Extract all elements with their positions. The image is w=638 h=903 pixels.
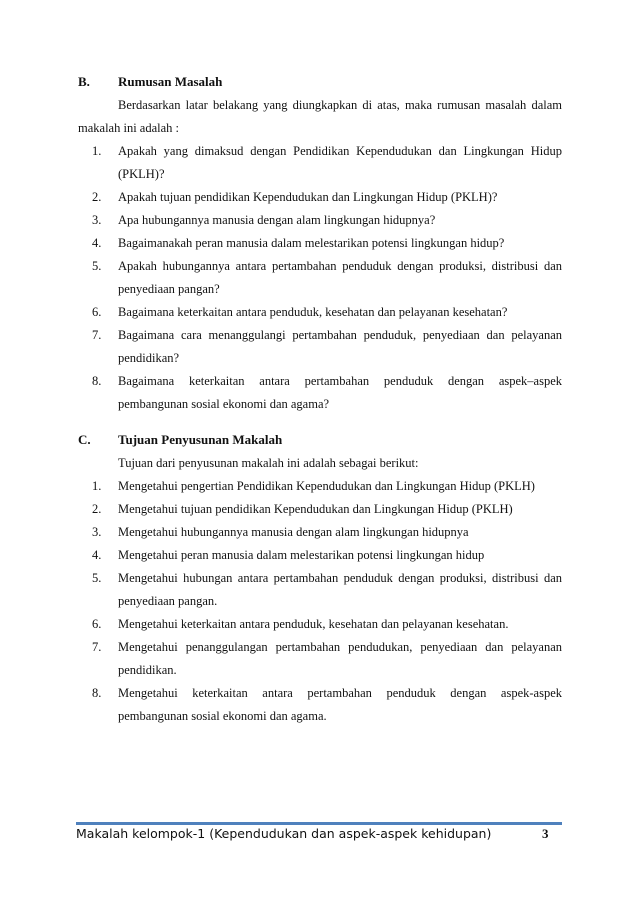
list-item [78, 140, 562, 186]
item-number: 6. [92, 617, 102, 631]
section-title: Tujuan Penyusunan Makalah [118, 432, 283, 447]
list-item [78, 370, 562, 416]
list-item [78, 301, 562, 324]
item-text: Mengetahui keterkaitan antara penduduk, kesehatan dan pelayanan kesehatan. [118, 617, 509, 631]
item-number: 5. [92, 571, 102, 585]
item-number: 2. [92, 190, 102, 204]
list-item [78, 544, 562, 567]
item-number: 7. [92, 640, 102, 654]
item-number: 4. [92, 236, 102, 250]
item-number: 4. [92, 548, 102, 562]
item-text: Bagaimana keterkaitan antara penduduk, kesehatan dan pelayanan kesehatan? [118, 305, 508, 319]
list-item [78, 521, 562, 544]
item-text: Apakah tujuan pendidikan Kependudukan dan Lingkungan Hidup (PKLH)? [118, 190, 498, 204]
item-number: 5. [92, 259, 102, 273]
list-item [78, 255, 562, 301]
section-title: Rumusan Masalah [118, 74, 223, 89]
objective-list [78, 475, 562, 728]
item-text: Mengetahui hubungannya manusia dengan alam lingkungan hidupnya [118, 525, 469, 539]
list-item [78, 498, 562, 521]
list-item [78, 567, 562, 613]
list-item [78, 613, 562, 636]
item-text: Mengetahui pengertian Pendidikan Kependudukan dan Lingkungan Hidup (PKLH) [118, 479, 535, 493]
item-number: 2. [92, 502, 102, 516]
item-number: 8. [92, 686, 102, 700]
item-number: 6. [92, 305, 102, 319]
item-text: Apakah hubungannya antara pertambahan penduduk dengan produksi, distribusi dan penyediaan pangan? [118, 259, 562, 296]
item-text: Mengetahui penanggulangan pertambahan pendudukan, penyediaan dan pelayanan pendidikan. [118, 640, 562, 677]
footer-rule [76, 822, 562, 825]
list-item [78, 475, 562, 498]
item-text: Bagaimana cara menanggulangi pertambahan penduduk, penyediaan dan pelayanan pendidikan? [118, 328, 562, 365]
page-number: 3 [542, 826, 549, 841]
item-text: Mengetahui hubungan antara pertambahan penduduk dengan produksi, distribusi dan penyediaan pangan. [118, 571, 562, 608]
item-number: 1. [92, 144, 102, 158]
section-heading [78, 428, 562, 452]
list-item [78, 186, 562, 209]
item-text: Mengetahui tujuan pendidikan Kependudukan dan Lingkungan Hidup (PKLH) [118, 502, 513, 516]
section-intro: Berdasarkan latar belakang yang diungkapkan di atas, maka rumusan masalah dalam makalah ini adalah : [78, 98, 562, 135]
item-number: 8. [92, 374, 102, 388]
list-item [78, 232, 562, 255]
list-item [78, 209, 562, 232]
item-text: Bagaimana keterkaitan antara pertambahan penduduk dengan aspek–aspek pembangunan sosial ekonomi dan agama? [118, 374, 562, 411]
item-number: 7. [92, 328, 102, 342]
section-letter: C. [78, 432, 91, 447]
section-heading [78, 70, 562, 94]
item-number: 3. [92, 525, 102, 539]
item-number: 3. [92, 213, 102, 227]
list-item [78, 682, 562, 728]
item-text: Mengetahui peran manusia dalam melestarikan potensi lingkungan hidup [118, 548, 485, 562]
problem-list [78, 140, 562, 416]
section-rumusan-masalah [78, 70, 562, 416]
item-text: Mengetahui keterkaitan antara pertambahan penduduk dengan aspek-aspek pembangunan sosial ekonomi dan agama. [118, 686, 562, 723]
section-tujuan-penyusunan [78, 428, 562, 728]
item-text: Apa hubungannya manusia dengan alam lingkungan hidupnya? [118, 213, 436, 227]
section-intro: Tujuan dari penyusunan makalah ini adalah sebagai berikut: [118, 456, 419, 470]
section-letter: B. [78, 74, 90, 89]
item-text: Apakah yang dimaksud dengan Pendidikan Kependudukan dan Lingkungan Hidup (PKLH)? [118, 144, 562, 181]
list-item [78, 324, 562, 370]
item-text: Bagaimanakah peran manusia dalam melestarikan potensi lingkungan hidup? [118, 236, 505, 250]
list-item [78, 636, 562, 682]
item-number: 1. [92, 479, 102, 493]
footer-text: Makalah kelompok-1 (Kependudukan dan aspek-aspek kehidupan) [76, 826, 492, 841]
